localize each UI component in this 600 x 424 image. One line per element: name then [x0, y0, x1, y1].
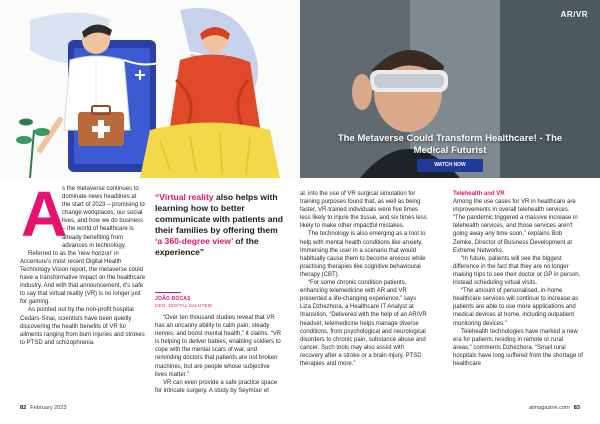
dropcap: A [21, 178, 68, 250]
column-4 [453, 190, 583, 368]
paragraph: Referred to as the 'new horizon' in Accenture's most recent Digital Health Technology Vision report, the metaverse could have a transformative impact on the healthcare industry. And with that announcement, it's safe to say that virtual reality (VR) is no longer just for gaming. [20, 250, 146, 306]
video-thumbnail[interactable] [300, 0, 600, 178]
paragraph: As pointed out by the non-profit hospital Cedars-Sinai, scientists have been quietly discovering the health benefits of VR for ailments ranging from burn injuries and strokes to PTSD and schizophrenia. [20, 307, 145, 346]
site-link[interactable]: aimagazine.com [529, 405, 570, 411]
pull-quote-highlight: ‘a 360-degree view’ [155, 236, 233, 246]
column-2 [155, 314, 283, 395]
subheading: Telehealth and VR [453, 191, 505, 197]
article-illustration [0, 0, 300, 178]
section-tag: AR/VR [560, 10, 588, 19]
footer-right [529, 405, 580, 411]
paragraph: “Over ten thousand studies reveal that VR has an uncanny ability to calm pain, steady nerves, and boost mental health,” it claims. “VR is helping to deliver babies, enabling soldiers to cope with the mental scars of war, and reminding doctors that patients are not broken machines, but are people whose subjective lives matter.” [155, 315, 282, 378]
paragraph: al. into the use of VR surgical simulation for training purposes found that, as well as being faster, VR-trained individuals were five times less likely to injure the tissue, and six times less likely to make other impactful mistakes. [300, 191, 427, 230]
paragraph: The technology is also emerging as a tool to help with mental health conditions like anxiety. Immersing the user in a scenario that would habitually cause them to become anxious while practising therapies like cognitive behavioural therapy (CBT). [300, 231, 426, 278]
paragraph: VR can even provide a safe practice space for intricate surgery. A study by Seymour et [155, 379, 278, 394]
pull-quote-highlight: “Virtual reality [155, 192, 214, 202]
paragraph-intro [20, 178, 146, 250]
issue-date: February 2023 [30, 405, 67, 411]
paragraph: “For some chronic condition patients, enhancing telemedicine with AR and VR presented a life-changing experience,” says Liza Dzhezhora, a Healthcare IT Analyst at Itransition. “Delivered with the help of an AR/VR headset, telemedicine helps manage diverse conditions, from psychological and neurological disorders to chronic pain, substance abuse and cancer. Such tools may also assist with recovery after a stroke or a brain injury, PTSD therapies and more.” [300, 280, 427, 367]
paragraph: “In future, patients will see the biggest difference in the fact that they are no longer making trips to see their doctor or GP in person, instead scheduling virtual visits. [453, 255, 581, 287]
quote-author: JOÃO BOCAS [155, 296, 191, 302]
doctor-vr-illustration [0, 0, 300, 178]
paragraph: Telehealth technologies have marked a new era for patients residing in remote or rural areas,” comments Dzhezhora. “Small rural hospitals have long suffered from the shortage of healthcare [453, 328, 583, 367]
pull-quote-text: also helps with learning how to better communicate with patients and their families by offering them [155, 192, 283, 235]
divider [155, 292, 181, 293]
pull-quote-text: of the experience” [155, 236, 259, 257]
pull-quote [155, 192, 285, 258]
watch-now-button[interactable]: WATCH NOW [417, 159, 483, 172]
column-1 [20, 178, 146, 347]
video-title[interactable]: The Metaverse Could Transform Healthcare! - The Medical Futurist [337, 133, 563, 156]
column-3 [300, 190, 428, 368]
quote-author-role: CEO, DIGITAL SALUTEM [155, 303, 212, 308]
paragraph: Among the use cases for VR in healthcare are improvements in overall telehealth services. “The pandemic triggered a massive increase in telehealth services, and those services aren't going away any time soon,” explains Bob Zemke, Director of Business Development at Extreme Networks. [453, 199, 578, 254]
paragraph: “The amount of personalised, in-home healthcare services will continue to increase as patients are able to use more applications and medical devices at home, including outpatient monitoring devices.” [453, 288, 579, 327]
footer-left [20, 405, 67, 411]
page-number: 82 [20, 405, 27, 411]
page-number: 83 [573, 405, 580, 411]
paragraph-intro-text: s the metaverse continues to dominate news headlines at the start of 2023 – promising to change workplaces, our social lives, and how we do business – the world of healthcare is already benefiting from advances in technology. [62, 186, 145, 249]
